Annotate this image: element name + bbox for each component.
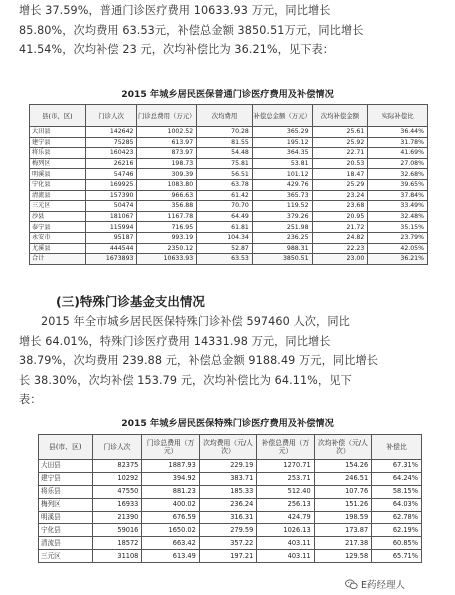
table-cell: 61.81 — [197, 222, 253, 233]
table-cell: 81.55 — [197, 137, 253, 148]
table-row — [30, 148, 428, 159]
table-cell: 10633.93 — [137, 254, 197, 265]
table-cell: 142642 — [85, 127, 137, 138]
row-label-cell: 建宁县 — [39, 472, 93, 485]
column-header: 次均补偿金额 — [312, 105, 368, 127]
table-row — [39, 485, 422, 498]
table-cell: 64.49 — [197, 211, 253, 222]
intro-paragraph — [19, 1, 437, 60]
table-cell: 64.24% — [372, 472, 422, 485]
table-header-row — [39, 435, 422, 460]
table-row — [30, 232, 428, 243]
table-cell: 22.23 — [312, 243, 368, 254]
table-cell: 21.72 — [312, 222, 368, 233]
table-cell: 185.33 — [199, 485, 256, 498]
table-row — [39, 472, 422, 485]
table-cell: 33.49% — [368, 201, 428, 212]
table-cell: 41.69% — [368, 148, 428, 159]
table-cell: 23.24 — [312, 190, 368, 201]
table-cell: 42.05% — [368, 243, 428, 254]
table-cell: 32.68% — [368, 169, 428, 180]
table-cell: 22.71 — [312, 148, 368, 159]
table-cell: 217.38 — [314, 537, 371, 550]
table-cell: 429.76 — [252, 179, 312, 190]
table-cell: 3850.51 — [252, 254, 312, 265]
table-cell: 25.29 — [312, 179, 368, 190]
table-cell: 1002.52 — [137, 127, 197, 138]
table-cell: 36.21% — [368, 254, 428, 265]
row-label-cell: 梅列区 — [39, 498, 93, 511]
row-label-cell: 明溪县 — [30, 169, 86, 180]
table-cell: 195.12 — [252, 137, 312, 148]
table-row — [30, 137, 428, 148]
row-label-cell: 明溪县 — [39, 511, 93, 524]
table-cell: 403.11 — [257, 537, 314, 550]
column-header: 县(市、区) — [39, 435, 93, 460]
table-cell: 357.22 — [199, 537, 256, 550]
column-header: 补偿总费用（万元） — [257, 435, 314, 460]
table-cell: 115994 — [85, 222, 137, 233]
table-cell: 157390 — [85, 190, 137, 201]
table-cell: 873.97 — [137, 148, 197, 159]
table-cell: 1270.71 — [257, 460, 314, 473]
table-row — [39, 550, 422, 563]
table-cell: 24.82 — [312, 232, 368, 243]
table-cell: 18572 — [92, 537, 142, 550]
table-cell: 394.92 — [142, 472, 199, 485]
paragraph-line: 41.54%，次均补偿 23 元，次均补偿比为 36.21%，见下表： — [19, 43, 335, 56]
row-label-cell: 建宁县 — [30, 137, 86, 148]
table-header-row — [30, 105, 428, 127]
table-cell: 379.26 — [252, 211, 312, 222]
table-cell: 20.53 — [312, 158, 368, 169]
table-cell: 20.95 — [312, 211, 368, 222]
table-cell: 75285 — [85, 137, 137, 148]
table-cell: 82375 — [92, 460, 142, 473]
table-cell: 154.26 — [314, 460, 371, 473]
row-label-cell: 清流县 — [30, 190, 86, 201]
row-label-cell: 永安市 — [30, 232, 86, 243]
paragraph-line: 38.79%，次均费用 239.88 元，补偿总金额 9188.49 万元，同比增长 — [19, 354, 379, 367]
table-cell: 52.87 — [197, 243, 253, 254]
table-row — [30, 190, 428, 201]
table-cell: 54.48 — [197, 148, 253, 159]
table-cell: 35.15% — [368, 222, 428, 233]
watermark-text: E药经理人 — [361, 580, 406, 591]
table-cell: 400.02 — [142, 498, 199, 511]
table-row — [30, 254, 428, 265]
table-cell: 403.11 — [257, 550, 314, 563]
table-cell: 18.47 — [312, 169, 368, 180]
table-cell: 1650.02 — [142, 524, 199, 537]
section-heading: (三)特殊门诊基金支出情况 — [56, 294, 205, 309]
table-row — [30, 127, 428, 138]
table-cell: 62.78% — [372, 511, 422, 524]
table-cell: 26216 — [85, 158, 137, 169]
table-cell: 25.61 — [312, 127, 368, 138]
table-cell: 75.81 — [197, 158, 253, 169]
table-cell: 27.08% — [368, 158, 428, 169]
table-row — [30, 201, 428, 212]
column-header: 门诊人次 — [85, 105, 137, 127]
watermark — [345, 577, 405, 591]
table-cell: 1167.78 — [137, 211, 197, 222]
row-label-cell: 沙县 — [30, 211, 86, 222]
table-cell: 663.42 — [142, 537, 199, 550]
table-cell: 95187 — [85, 232, 137, 243]
table-cell: 512.40 — [257, 485, 314, 498]
table-cell: 107.76 — [314, 485, 371, 498]
row-label-cell: 宁化县 — [39, 524, 93, 537]
table-cell: 881.23 — [142, 485, 199, 498]
table-cell: 256.13 — [257, 498, 314, 511]
column-header: 门诊总费用（万元） — [137, 105, 197, 127]
general-outpatient-table — [29, 104, 428, 265]
table-cell: 198.73 — [137, 158, 197, 169]
table-cell: 54746 — [85, 169, 137, 180]
table-cell: 23.79% — [368, 232, 428, 243]
table-cell: 966.63 — [137, 190, 197, 201]
table-cell: 129.58 — [314, 550, 371, 563]
table-cell: 31108 — [92, 550, 142, 563]
table-cell: 23.68 — [312, 201, 368, 212]
table1-caption: 2015 年城乡居民医保普通门诊医疗费用及补偿情况 — [121, 89, 334, 100]
table-cell: 32.48% — [368, 211, 428, 222]
column-header: 门诊总费用（万元） — [142, 435, 199, 460]
table-cell: 988.31 — [252, 243, 312, 254]
table-cell: 229.19 — [199, 460, 256, 473]
table-cell: 160423 — [85, 148, 137, 159]
table-cell: 101.12 — [252, 169, 312, 180]
row-label-cell: 三元区 — [30, 201, 86, 212]
table-cell: 1887.93 — [142, 460, 199, 473]
column-header: 实际补偿比 — [368, 105, 428, 127]
table-row — [39, 460, 422, 473]
column-header: 补偿总金额（万元） — [252, 105, 312, 127]
table-cell: 236.25 — [252, 232, 312, 243]
column-header: 次均补偿（元/人次） — [314, 435, 371, 460]
row-label-cell: 泰宁县 — [30, 222, 86, 233]
table-cell: 21390 — [92, 511, 142, 524]
table-cell: 236.24 — [199, 498, 256, 511]
table-cell: 1026.13 — [257, 524, 314, 537]
row-label-cell: 宁化县 — [30, 179, 86, 190]
table-cell: 56.51 — [197, 169, 253, 180]
table-cell: 119.52 — [252, 201, 312, 212]
table-cell: 62.19% — [372, 524, 422, 537]
table2-caption: 2015 年城乡居民医保特殊门诊医疗费用及补偿情况 — [121, 418, 334, 429]
table-cell: 1673893 — [85, 254, 137, 265]
table-row — [39, 511, 422, 524]
column-header: 次均费用（元/人次） — [199, 435, 256, 460]
table-row — [30, 222, 428, 233]
table-row — [30, 158, 428, 169]
table-row — [30, 243, 428, 254]
table-cell: 67.31% — [372, 460, 422, 473]
table-cell: 31.78% — [368, 137, 428, 148]
table-cell: 246.51 — [314, 472, 371, 485]
table-row — [39, 537, 422, 550]
table-cell: 173.87 — [314, 524, 371, 537]
paragraph-line: 85.80%，次均费用 63.53元，补偿总金额 3850.51万元，同比增长 — [19, 23, 364, 37]
table-cell: 151.26 — [314, 498, 371, 511]
row-label-cell: 清流县 — [39, 537, 93, 550]
table-cell: 676.59 — [142, 511, 199, 524]
table-cell: 309.39 — [137, 169, 197, 180]
row-label-cell: 梅列区 — [30, 158, 86, 169]
table-cell: 424.79 — [257, 511, 314, 524]
table-cell: 64.03% — [372, 498, 422, 511]
table-cell: 60.85% — [372, 537, 422, 550]
table-cell: 356.88 — [137, 201, 197, 212]
row-label-cell: 将乐县 — [30, 148, 86, 159]
paragraph-line: 表： — [19, 393, 42, 406]
table-cell: 39.65% — [368, 179, 428, 190]
table-cell: 63.53 — [197, 254, 253, 265]
table-row — [30, 211, 428, 222]
table-cell: 16933 — [92, 498, 142, 511]
table-cell: 2350.12 — [137, 243, 197, 254]
table-cell: 169925 — [85, 179, 137, 190]
table-cell: 25.92 — [312, 137, 368, 148]
table-row — [39, 498, 422, 511]
table-row — [39, 524, 422, 537]
table-cell: 279.59 — [199, 524, 256, 537]
row-label-cell: 将乐县 — [39, 485, 93, 498]
special-outpatient-paragraph — [19, 312, 437, 410]
row-label-cell: 合计 — [30, 254, 86, 265]
row-label-cell: 尤溪县 — [30, 243, 86, 254]
table-cell: 1083.80 — [137, 179, 197, 190]
table-cell: 383.71 — [199, 472, 256, 485]
column-header: 次均费用 — [197, 105, 253, 127]
table-cell: 65.71% — [372, 550, 422, 563]
table-cell: 58.15% — [372, 485, 422, 498]
table-cell: 50474 — [85, 201, 137, 212]
table-cell: 53.81 — [252, 158, 312, 169]
table-cell: 251.98 — [252, 222, 312, 233]
table-cell: 36.44% — [368, 127, 428, 138]
column-header: 门诊人次 — [92, 435, 142, 460]
row-label-cell: 大田县 — [39, 460, 93, 473]
paragraph-line: 增长 37.59%，普通门诊医疗费用 10633.93 万元，同比增长 — [19, 4, 331, 17]
table-cell: 253.71 — [257, 472, 314, 485]
paragraph-line: 增长 64.01%，特殊门诊医疗费用 14331.98 万元，同比增长 — [19, 334, 331, 348]
table-cell: 59016 — [92, 524, 142, 537]
table-cell: 47550 — [92, 485, 142, 498]
row-label-cell: 三元区 — [39, 550, 93, 563]
wechat-icon — [345, 579, 358, 590]
paragraph-line: 2015 年全市城乡居民医保特殊门诊补偿 597460 人次，同比 — [41, 315, 350, 328]
column-header: 补偿比 — [372, 435, 422, 460]
table-cell: 316.31 — [199, 511, 256, 524]
table-cell: 613.49 — [142, 550, 199, 563]
table-cell: 365.73 — [252, 190, 312, 201]
table-cell: 70.28 — [197, 127, 253, 138]
table-cell: 198.59 — [314, 511, 371, 524]
table-cell: 197.21 — [199, 550, 256, 563]
table-cell: 716.95 — [137, 222, 197, 233]
table-cell: 104.34 — [197, 232, 253, 243]
row-label-cell: 大田县 — [30, 127, 86, 138]
table-cell: 70.70 — [197, 201, 253, 212]
table-cell: 23.00 — [312, 254, 368, 265]
table-cell: 613.97 — [137, 137, 197, 148]
paragraph-line: 长 38.30%，次均补偿 153.79 元，次均补偿比为 64.11%，见下 — [19, 373, 352, 387]
table-cell: 63.78 — [197, 179, 253, 190]
table-cell: 181067 — [85, 211, 137, 222]
column-header: 县(市、区) — [30, 105, 86, 127]
table-cell: 365.29 — [252, 127, 312, 138]
special-outpatient-table — [38, 434, 422, 563]
table-cell: 61.42 — [197, 190, 253, 201]
table-cell: 37.84% — [368, 190, 428, 201]
table-cell: 444544 — [85, 243, 137, 254]
table-row — [30, 169, 428, 180]
table-row — [30, 179, 428, 190]
table-cell: 10292 — [92, 472, 142, 485]
table-cell: 364.35 — [252, 148, 312, 159]
table-cell: 993.19 — [137, 232, 197, 243]
